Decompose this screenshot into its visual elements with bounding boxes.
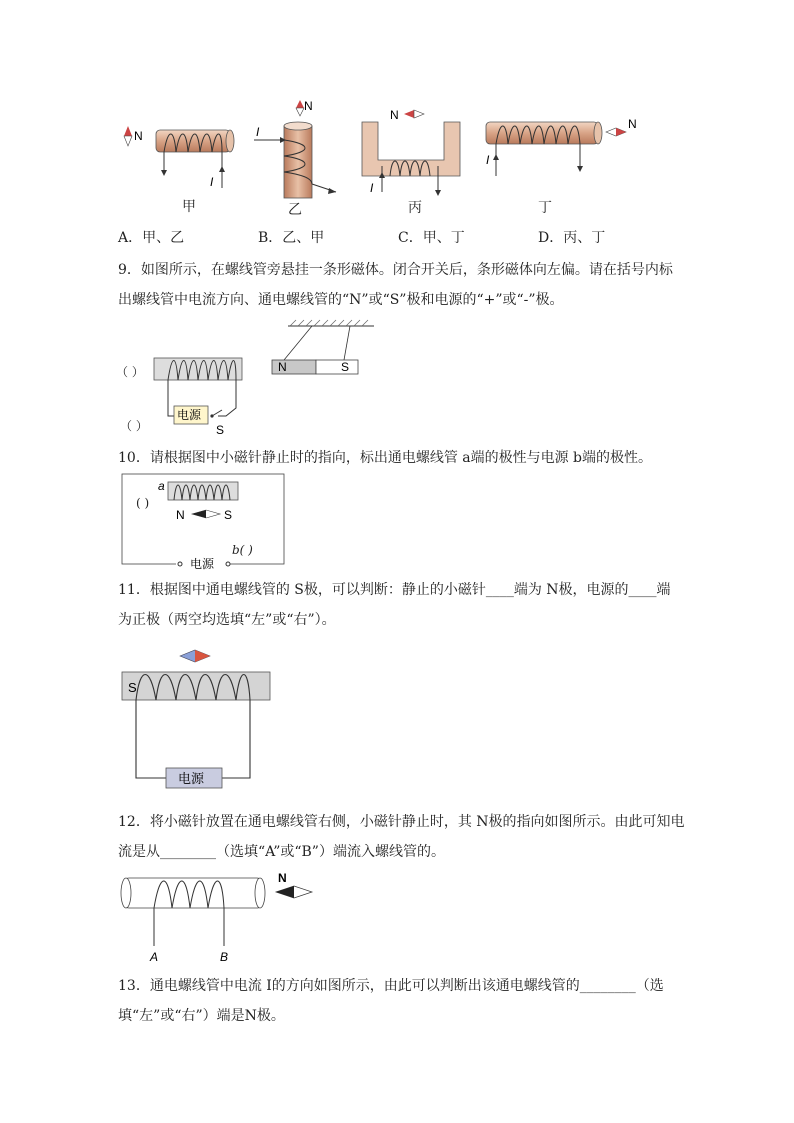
q8-option-b[interactable]: B．乙、甲 [258,230,325,246]
q12-text-line1: 12．将小磁针放置在通电螺线管右侧，小磁针静止时，其 N极的指向如图所示。由此可知电 [118,814,685,830]
svg-text:S: S [224,508,233,522]
q13-text-line1: 13．通电螺线管中电流 I的方向如图所示，由此可以判断出该通电螺线管的________（选 [118,978,664,994]
svg-text:N: N [176,508,185,522]
q8-caption-ding: 丁 [538,200,552,216]
svg-text:a: a [158,479,165,493]
q8-option-c[interactable]: C．甲、丁 [398,230,465,246]
q8-figure-bing [358,100,468,200]
q8-figure-jia [118,118,238,198]
q10-figure [118,470,288,570]
q8-figure-ding [480,112,640,182]
svg-text:N: N [304,99,313,113]
q8-figure-yi [252,96,342,206]
svg-text:N: N [628,117,637,131]
q9-paren-left[interactable]: （ ） [116,365,144,379]
svg-text:I: I [210,175,214,189]
svg-text:S: S [128,680,137,695]
svg-text:I: I [486,153,490,167]
svg-text:N: N [390,108,399,122]
q11-text-line1: 11．根据图中通电螺线管的 S极，可以判断：静止的小磁针____端为 N极，电源的____端 [118,582,671,598]
svg-text:I: I [370,181,374,195]
q11-figure [118,644,278,784]
svg-text:电源: 电源 [190,557,215,571]
q8-caption-bing: 丙 [408,200,422,216]
svg-text:I: I [256,125,260,139]
q10-paren-b[interactable]: b( ) [232,543,253,557]
svg-text:S: S [216,423,225,437]
q10-text-line1: 10．请根据图中小磁针静止时的指向，标出通电螺线管 a端的极性与电源 b端的极性。 [118,450,653,466]
q12-figure [118,866,318,966]
svg-text:N: N [278,871,287,885]
q12-text-line2: 流是从________（选填“A”或“B”）端流入螺线管的。 [118,844,445,860]
svg-text:电源: 电源 [177,408,202,422]
q8-caption-yi: 乙 [288,202,302,218]
svg-text:S: S [341,360,350,374]
q10-paren-a[interactable]: ( ) [136,496,150,510]
svg-text:电源: 电源 [178,771,205,786]
svg-text:N: N [134,129,143,143]
svg-text:B: B [220,950,229,964]
svg-text:N: N [278,360,287,374]
q9-text-line1: 9．如图所示，在螺线管旁悬挂一条形磁体。闭合开关后，条形磁体向左偏。请在括号内标 [118,262,673,278]
q9-text-line2: 出螺线管中电流方向、通电螺线管的“N”或“S”极和电源的“+”或“-”极。 [118,292,564,308]
q13-text-line2: 填“左”或“右”）端是N极。 [118,1008,285,1024]
q8-caption-jia: 甲 [182,199,196,215]
q9-paren-bottom[interactable]: （ ） [120,419,148,433]
q8-option-a[interactable]: A．甲、乙 [118,230,185,246]
q11-text-line2: 为正极（两空均选填“左”或“右”）。 [118,612,336,628]
q8-option-d[interactable]: D．丙、丁 [538,230,606,246]
svg-text:A: A [150,950,159,964]
q9-figure [118,318,388,436]
